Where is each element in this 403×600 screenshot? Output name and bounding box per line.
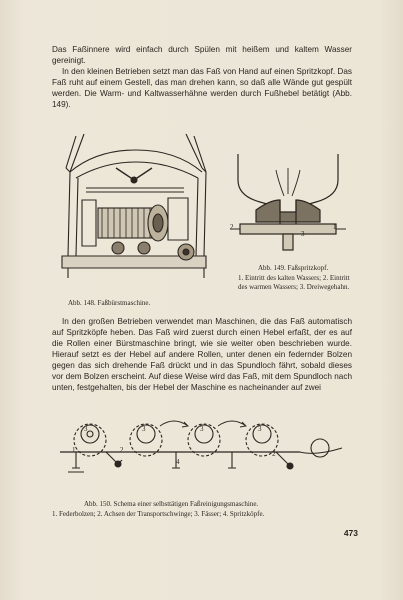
fig150-schematic [56, 412, 346, 492]
fig150-label-3c: 3 [200, 425, 204, 433]
fig150-legend: 1. Federbolzen; 2. Achsen der Transportschwinge; 3. Fässer; 4. Spritzköpfe. [52, 510, 265, 518]
paragraph: In den großen Betrieben verwendet man Maschinen, die das Faß automatisch auf Spritzköpfe heben. Das Faß wird zuerst durch einen Hebel erfaßt, der es auf die Rollen einer Bürstmaschine bringt, wie sie weiter oben beschrieben wurde. Hierauf setzt es der Hebel auf andere Rollen, unter denen ein federnder Bolzen gegen das sich drehende Faß drückt und in das Spundloch fährt, sobald dieses vor dem Bolzen erscheint. Auf diese Weise wird das Faß, mit dem Spundloch nach unten, festgehalten, bis der Hebel der Maschine es nacheinander auf zwei [52, 317, 352, 392]
fig149-spray-head-diagram [226, 150, 350, 252]
paragraph: In den kleinen Betrieben setzt man das Faß von Hand auf einen Spritzkopf. Das Faß ruht auf einem Gestell, das man drehen kann, so daß alle Wände gut gespült werden. Die Warm- und Kaltwasserhähne werden durch Fußhebel betätigt (Abb. 149). [52, 67, 352, 109]
fig150-label-1: 1 [72, 446, 76, 454]
fig150-label-3a: 3 [84, 425, 88, 433]
fig150-label-4: 4 [176, 458, 180, 466]
paragraph: Das Faßinnere wird einfach durch Spülen mit heißem und kaltem Wasser gereinigt. [52, 45, 352, 65]
page-number: 473 [343, 528, 358, 538]
top-text-block [52, 44, 352, 110]
fig150-label-2a: 2 [120, 446, 124, 454]
fig148-machine-drawing [56, 128, 214, 296]
fig150-label-3d: 3 [258, 425, 262, 433]
fig148-caption: Abb. 148. Faßbürstmaschine. [68, 299, 151, 307]
fig149-legend: 1. Eintritt des kalten Wassers; 2. Eintritt des warmen Wassers; 3. Dreiwegehahn. [238, 274, 350, 291]
fig150-label-3b: 3 [142, 425, 146, 433]
fig149-title: Abb. 149. Faßspritzkopf. [258, 264, 329, 272]
fig149-label-2: 2 [230, 223, 234, 231]
fig149-label-3: 3 [301, 230, 305, 238]
fig150-caption: Abb. 150. Schema einer selbsttätigen Faßreinigungsmaschine. [84, 500, 259, 508]
fig150-label-2b: 2 [272, 450, 276, 458]
fig149-label-1: 1 [333, 223, 337, 231]
bottom-text-block [52, 316, 352, 393]
